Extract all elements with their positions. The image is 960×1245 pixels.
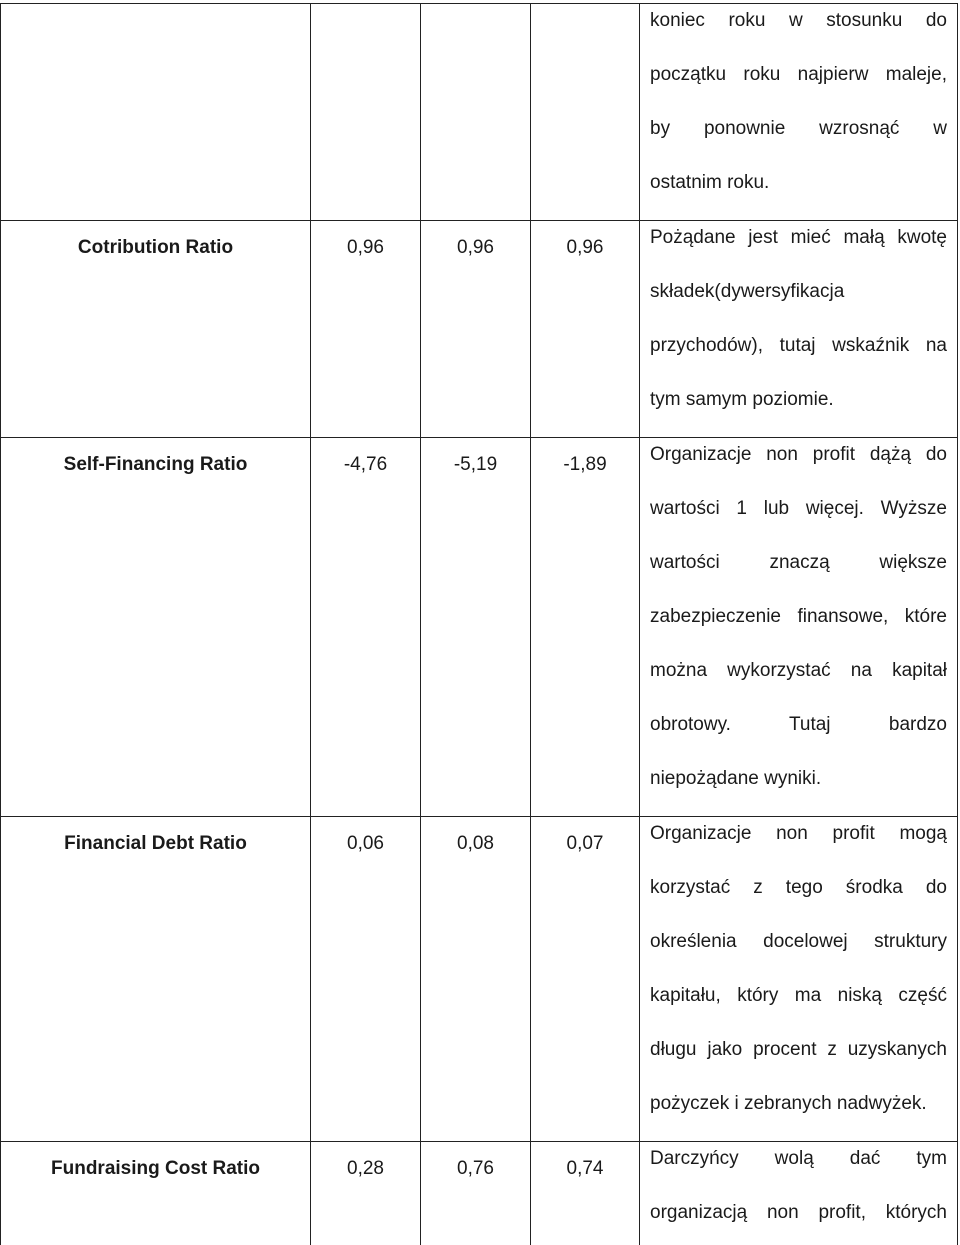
description-line: wartości 1 lub więcej. Wyższe <box>650 498 947 519</box>
value-cell-1: -4,76 <box>311 438 421 817</box>
ratio-table <box>0 3 958 1245</box>
value-cell-2: -5,19 <box>421 438 531 817</box>
value-cell-3 <box>531 4 640 221</box>
description-line: Organizacje non profit mogą <box>650 823 947 844</box>
description-line: Darczyńcy wolą dać tym <box>650 1148 947 1169</box>
value-cell-2 <box>421 4 531 221</box>
table-row-cotribution-ratio <box>1 221 958 438</box>
description-cell <box>640 817 958 1142</box>
description-cell <box>640 221 958 438</box>
value-cell-3: 0,07 <box>531 817 640 1142</box>
value-cell-3: 0,96 <box>531 221 640 438</box>
value-cell-3: -1,89 <box>531 438 640 817</box>
description-line: tym samym poziomie. <box>650 389 834 410</box>
description-line: korzystać z tego środka do <box>650 877 947 898</box>
table-row-continuation <box>1 4 958 221</box>
description-line: składek(dywersyfikacja <box>650 281 845 302</box>
description-line: niepożądane wyniki. <box>650 768 822 789</box>
description-line: by ponownie wzrosnąć w <box>650 118 947 139</box>
ratio-name-cell: Financial Debt Ratio <box>1 817 311 1142</box>
description-cell <box>640 4 958 221</box>
value-cell-1: 0,96 <box>311 221 421 438</box>
description-line: organizacją non profit, których <box>650 1202 947 1223</box>
description-line: Pożądane jest mieć małą kwotę <box>650 227 947 248</box>
description-line: koniec roku w stosunku do <box>650 10 947 31</box>
description-line: kapitału, który ma niską część <box>650 985 947 1006</box>
description-line: obrotowy. Tutaj bardzo <box>650 714 947 735</box>
description-line: określenia docelowej struktury <box>650 931 947 952</box>
description-line: początku roku najpierw maleje, <box>650 64 947 85</box>
value-cell-3: 0,74 <box>531 1142 640 1245</box>
table-row-financial-debt-ratio <box>1 817 958 1142</box>
description-cell <box>640 438 958 817</box>
value-cell-2: 0,76 <box>421 1142 531 1245</box>
value-cell-1: 0,28 <box>311 1142 421 1245</box>
description-cell <box>640 1142 958 1245</box>
description-line: pożyczek i zebranych nadwyżek. <box>650 1093 927 1114</box>
description-line: ostatnim roku. <box>650 172 770 193</box>
ratio-name-cell: Cotribution Ratio <box>1 221 311 438</box>
value-cell-2: 0,08 <box>421 817 531 1142</box>
table-row-fundraising-cost-ratio <box>1 1142 958 1245</box>
ratio-name-cell <box>1 4 311 221</box>
table-body <box>1 4 958 1245</box>
description-line: Organizacje non profit dążą do <box>650 444 947 465</box>
description-line: wartości znaczą większe <box>650 552 947 573</box>
value-cell-2: 0,96 <box>421 221 531 438</box>
description-line: długu jako procent z uzyskanych <box>650 1039 947 1060</box>
value-cell-1 <box>311 4 421 221</box>
ratio-name-cell: Fundraising Cost Ratio <box>1 1142 311 1245</box>
ratio-name-cell: Self-Financing Ratio <box>1 438 311 817</box>
description-line: można wykorzystać na kapitał <box>650 660 947 681</box>
table-row-self-financing-ratio <box>1 438 958 817</box>
description-line: zabezpieczenie finansowe, które <box>650 606 947 627</box>
value-cell-1: 0,06 <box>311 817 421 1142</box>
description-line: przychodów), tutaj wskaźnik na <box>650 335 947 356</box>
